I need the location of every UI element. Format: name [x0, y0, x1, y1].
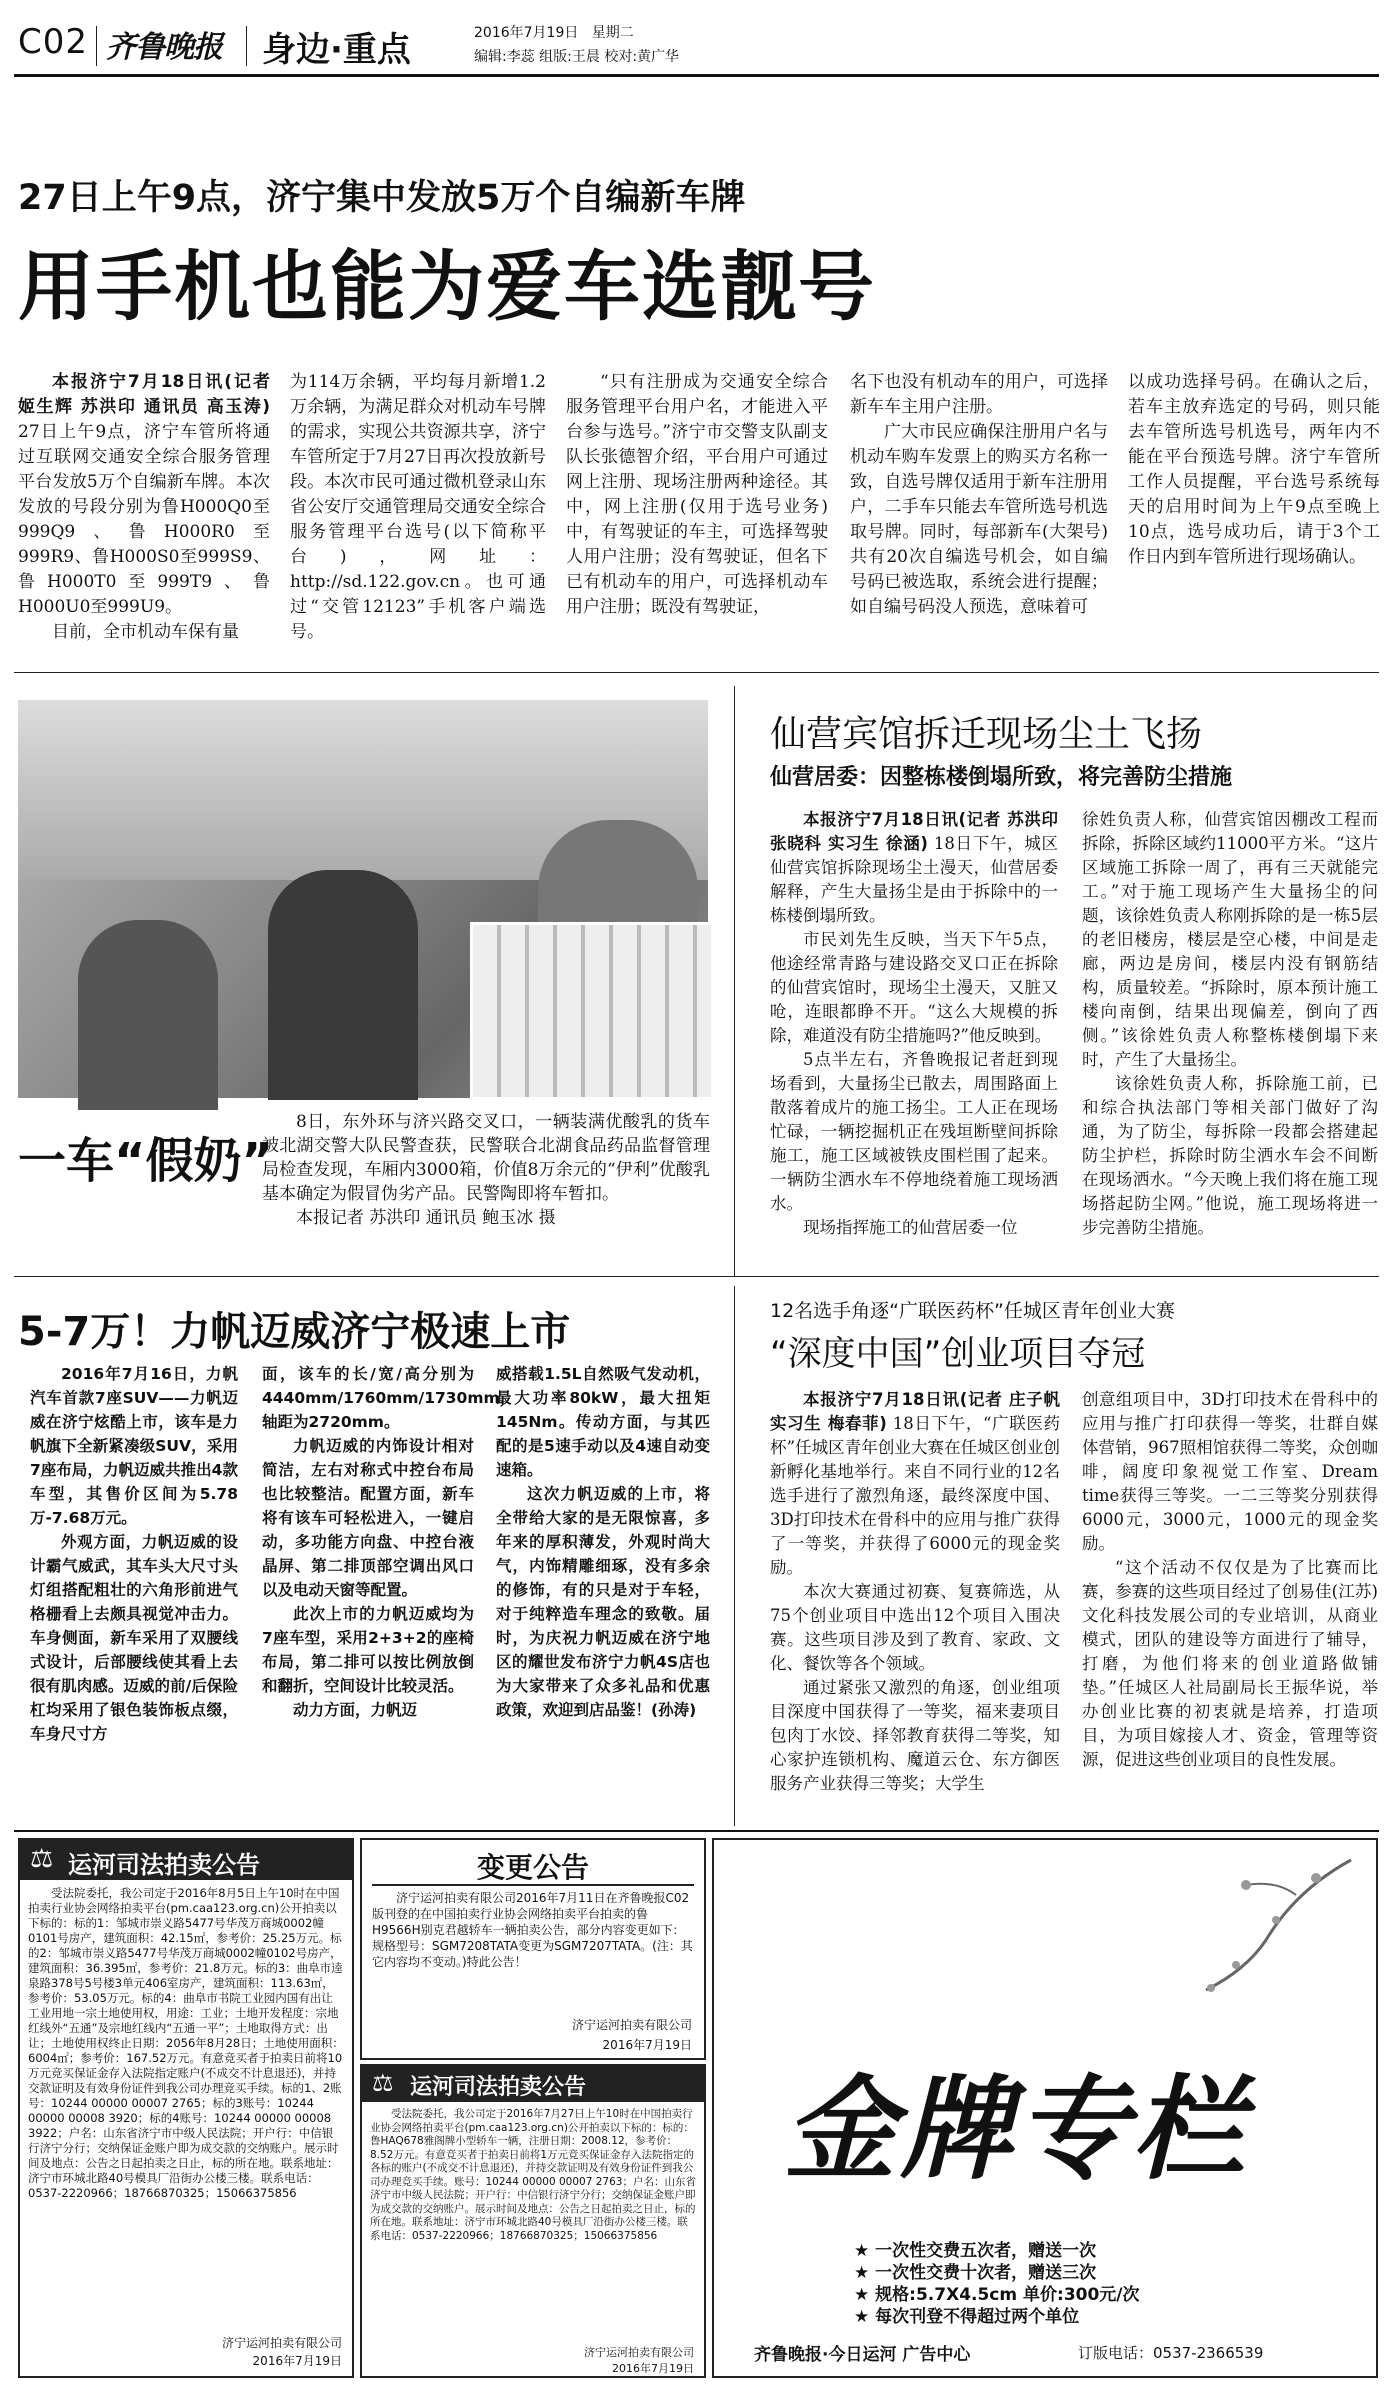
lead-column-2 — [290, 370, 546, 642]
ad-rule-text: 一次性交费十次者，赠送三次 — [875, 2263, 1097, 2283]
issue-date — [474, 22, 634, 42]
ad-rule-text: 规格:5.7X4.5cm 单价:300元/次 — [875, 2285, 1140, 2305]
ad-rule-text: 每次刊登不得超过两个单位 — [875, 2307, 1080, 2327]
lead-text-1b: 目前，全市机动车保有量 — [52, 622, 239, 642]
hotel-headline: 仙营宾馆拆迁现场尘土飞扬 — [770, 714, 1203, 755]
contest-kicker: 12名选手角逐“广联医药杯”任城区青年创业大赛 — [770, 1300, 1175, 1322]
contest-column-1 — [770, 1388, 1060, 1828]
change-body: 济宁运河拍卖有限公司2016年7月11日在齐鲁晚报C02版刊登的在中国拍卖行业协会网络拍卖平台拍卖的鲁H9566H别克君越轿车一辆拍卖公告，部分内容变更如下：规格型号：SGM7208TATA变更为SGM7207TATA。(注：其它内容均不变动。)特此公告！ — [372, 1891, 693, 1969]
auction-notice-1 — [18, 1838, 354, 2378]
car-column-2 — [262, 1362, 516, 1817]
weekday-text: 星期二 — [591, 25, 634, 41]
lead-column-5 — [1128, 370, 1380, 625]
ad-rules — [854, 2240, 1140, 2328]
hotel-subhead: 仙营居委：因整栋楼倒塌所致，将完善防尘措施 — [770, 765, 1233, 790]
hotel-text-2b: 该徐姓负责人称，拆除施工前，已和综合执法部门等相关部门做好了沟通，为了防尘，每拆除一段都会搭建起防尘护栏，拆除时防尘洒水车会不间断在现场洒水。“今天晚上我们将在施工现场搭起防尘网。”他说，施工现场将进一步完善防尘措施。 — [1082, 1074, 1378, 1237]
contest-headline: “深度中国”创业项目夺冠 — [770, 1334, 1146, 1374]
car-text-2: 面，该车的长/宽/高分别为4440mm/1760mm/1730mm，轴距为2720mm。 — [262, 1365, 516, 1431]
car-text-1: 2016年7月16日，力帆汽车首款7座SUV——力帆迈威在济宁炫酷上市，该车是力帆旗下全新紧凑级SUV，采用7座布局，力帆迈威共推出4款车型，其售价区间为5.78万-7.68万元。 — [30, 1365, 238, 1527]
milk-headline: 一车“假奶” — [18, 1133, 274, 1189]
lead-column-4 — [850, 370, 1108, 625]
contest-byline: 本报济宁7月18日讯(记者 庄子帆 实习生 梅春菲) — [770, 1390, 1060, 1433]
car-text-2d: 动力方面，力帆迈 — [293, 1701, 418, 1719]
notice-title-bar — [20, 1840, 352, 1880]
contest-text-2b: “这个活动不仅仅是为了比赛而比赛，参赛的这些项目经过了创易佳(江苏)文化科技发展公司的专业培训，从商业模式，团队的建设等方面进行了辅导，打磨，为他们将来的创业道路做铺垫。”任城区人社局副局长王振华说，举办创业比赛的初衷就是培养，打造项目，为项目嫁接人才、资金，管理等资源，促进这些创业项目的良性发展。 — [1082, 1558, 1378, 1769]
lead-byline: 本报济宁7月18日讯(记者 姬生辉 苏洪印 通讯员 高玉涛) — [18, 372, 270, 417]
contest-column-2 — [1082, 1388, 1378, 1828]
lead-kicker: 27日上午9点，济宁集中发放5万个自编新车牌 — [18, 178, 746, 218]
notice-signer: 济宁运河拍卖有限公司 — [584, 2346, 694, 2359]
notice-signer: 济宁运河拍卖有限公司 — [221, 2336, 342, 2350]
lead-column-1 — [18, 370, 270, 642]
notice-title: 运河司法拍卖公告 — [410, 2075, 587, 2100]
notice-date: 2016年7月19日 — [252, 2354, 342, 2368]
editors-line: 编辑:李蕊 组版:王晨 校对:黄广华 — [474, 49, 680, 65]
car-text-3b: 这次力帆迈威的上市，将全带给大家的是无限惊喜，多年来的厚积薄发，外观时尚大气，内饰精雕细琢，没有多余的修饰，有的只是对于车轻，对于纯粹造车理念的致敬。届时，为庆祝力帆迈威在济宁地区的耀世发布济宁力帆4S店也为大家带来了众多礼品和优惠政策，欢迎到店品鉴！(孙涛) — [496, 1485, 710, 1719]
hotel-column-2 — [1082, 808, 1378, 1276]
masthead-rule — [14, 74, 1379, 77]
hotel-text-1d: 现场指挥施工的仙营居委一位 — [803, 1218, 1018, 1237]
ads-rule — [14, 1830, 1379, 1832]
notice-date: 2016年7月19日 — [612, 2362, 694, 2375]
contest-text-2a: 创意组项目中，3D打印技术在骨科中的应用与推广打印获得一等奖，壮群自媒体营销，967照相馆获得二等奖，众创咖啡，阔度印象视觉工作室、Dream time获得三等奖。一二三等奖分别获得6000元，3000元，1000元的现金奖励。 — [1082, 1390, 1378, 1553]
ad-brand-title: 金牌专栏 — [784, 2064, 1248, 2195]
car-headline: 5-7万！力帆迈威济宁极速上市 — [18, 1309, 571, 1355]
car-column-3 — [496, 1362, 710, 1817]
ad-rule-item: ★ 一次性交费十次者，赠送三次 — [854, 2263, 1097, 2283]
hotel-byline: 本报济宁7月18日讯(记者 苏洪印 张晓科 实习生 徐涵) — [770, 810, 1058, 853]
car-text-1b: 外观方面，力帆迈威的设计霸气威武，其车头大尺寸头灯组搭配粗壮的六角形前进气格栅看上去颇具视觉冲击力。车身侧面，新车采用了双腰线式设计，后部腰线使其看上去很有肌肉感。迈威的前/后保险杠均采用了银色装饰板点缀，车身尺寸方 — [30, 1533, 238, 1743]
auction-notice-2 — [360, 2064, 706, 2378]
lead-text-3: “只有注册成为交通安全综合服务管理平台用户名，才能进入平台参与选号。”济宁市交警支队副支队长张德智介绍，平台用户可通过网上注册、现场注册两种途径。其中，网上注册(仅用于选号业务)中，有驾驶证的车主，可选择驾驶人用户注册；没有驾驶证，但名下已有机动车的用户，可选择机动车用户注册；既没有驾驶证， — [566, 372, 828, 617]
hotel-text-1b: 市民刘先生反映，当天下午5点，他途经常青路与建设路交叉口正在拆除的仙营宾馆时，现场尘土漫天，又脏又呛，连眼都睁不开。“这么大规模的拆除，难道没有防尘措施吗?”他反映到。 — [770, 930, 1058, 1045]
car-column-1 — [30, 1362, 238, 1817]
car-text-2b: 力帆迈威的内饰设计相对简洁，左右对称式中控台布局也比较整洁。配置方面，新车将有该车可轻松进入，一键启动，多功能方向盘、中控台液晶屏、第二排顶部空调出风口以及电动天窗等配置。 — [262, 1437, 474, 1599]
notice-title-bar — [362, 2066, 704, 2102]
ad-rule-item: ★ 每次刊登不得超过两个单位 — [854, 2307, 1080, 2327]
hotel-text-2a: 徐姓负责人称，仙营宾馆因棚改工程而拆除，拆除区域约11000平方米。“这片区域施工拆除一周了，再有三天就能完工。”对于施工现场产生大量扬尘的问题，该徐姓负责人称刚拆除的是一栋5层的老旧楼房，楼层是空心楼，中间是走廊，两边是房间，楼层内没有钢筋结构，质量较差。“拆除时，原本预计施工楼向南倒，结果出现偏差，倒向了西侧。”该徐姓负责人称整栋楼倒塌下来时，产生了大量扬尘。 — [1082, 810, 1378, 1069]
lead-text-4b: 广大市民应确保注册用户名与机动车购车发票上的购买方名称一致，自选号牌仅适用于新车注册用户，二手车只能去车管所选号机选取号牌。同时，每部新车(大架号)共有20次自编选号机会，如自编号码已被选取，系统会进行提醒；如自编号码没人预选，意味着可 — [850, 422, 1108, 617]
change-notice — [360, 1838, 706, 2060]
divider — [14, 672, 1379, 673]
contest-text-1a: 18日下午，“广联医药杯”任城区青年创业大赛在任城区创业创新孵化基地举行。来自不同行业的12名选手进行了激烈角逐，最终深度中国、3D打印技术在骨科中的应用与推广获得了一等奖，并获得了6000元的现金奖励。 — [770, 1414, 1060, 1577]
car-text-2c: 此次上市的力帆迈威均为7座车型，采用2+3+2的座椅布局，第二排可以按比例放倒和翻折，空间设计比较灵活。 — [262, 1605, 474, 1695]
gavel-icon: ⚖ — [30, 1844, 54, 1874]
notice-body: 受法院委托，我公司定于2016年7月27日上午10时在中国拍卖行业协会网络拍卖平台(pm.caa123.org.cn)公开拍卖以下标的：标的：鲁HAQ678雅阁牌小型轿车一辆，注册日期：2008.12，参考价：8.52万元。有意竞买者于拍卖日前将1万元竞买保证金存入法院指定的各标的账户(不成交不计息退还)，并持交款证明及有效身份证件到我公司办理竞买手续。账号：10244 00000 00007 2763；户名：山东省济宁市中级人民法院；开户行：中信银行济宁分行；交纳保证金账户即为成交款的交纳账户。展示时间及地点：公告之日起拍卖之日止，标的所在地。联系地址：济宁市环城北路40号模具厂沿街办公楼三楼。联系电话：0537-2220966；18766870325；15066375856 — [370, 2108, 696, 2242]
milk-photo-credit: 本报记者 苏洪印 通讯员 鲍玉冰 摄 — [296, 1208, 556, 1228]
ad-rule-item: ★ 规格:5.7X4.5cm 单价:300元/次 — [854, 2285, 1140, 2305]
page-number: C02 — [18, 22, 89, 62]
change-date: 2016年7月19日 — [602, 2038, 692, 2052]
lead-headline: 用手机也能为爱车选靓号 — [18, 242, 876, 331]
ad-footer: 齐鲁晚报·今日运河 广告中心 — [754, 2345, 971, 2365]
milk-caption-text: 8日，东外环与济兴路交叉口，一辆装满优酸乳的货车被北湖交警大队民警查获，民警联合北湖食品药品监督管理局检查发现，车厢内3000箱，价值8万余元的“伊利”优酸乳基本确定为假冒伪劣产品。民警陶即将车暂扣。 — [262, 1112, 710, 1204]
plum-blossom-branch — [1176, 1850, 1356, 2000]
hotel-column-1 — [770, 808, 1058, 1276]
notice-body: 受法院委托，我公司定于2016年8月5日上午10时在中国拍卖行业协会网络拍卖平台(pm.caa123.org.cn)公开拍卖以下标的：标的1：邹城市崇义路5477号华茂万商城0002幢0101号房产，建筑面积：42.15㎡，参考价：25.25万元。标的2：邹城市崇义路5477号华茂万商城0002幢0102号房产，建筑面积：36.395㎡，参考价：21.8万元。标的3：曲阜市逵泉路378号5号楼3单元406室房产，建筑面积：113.63㎡，参考价：53.05万元。标的4：曲阜市书院工业园内国有出让工业用地一宗土地使用权，用途：工业；土地开发程度：宗地红线外“五通”及宗地红线内“五通一平”；土地取得方式：出让；土地使用权终止日期：2056年8月28日；土地使用面积：6004㎡；参考价：167.52万元。有意竞买者于拍卖日前将10万元竞买保证金存入法院指定账户(不成交不计息退还)，并持交款证明及有效身份证件到我公司办理竞买手续。标的1、2账号：10244 00000 00007 2765；标的3账号：10244 00000 00008 3920；标的4账号：10244 00000 00008 3922；户名：山东省济宁市中级人民法院；开户行：中信银行济宁分行；交纳保证金账户即为成交款的交纳账户。展示时间及地点：公告之日起拍卖之日止，标的所在地。联系地址：济宁市环城北路40号模具厂沿街办公楼三楼。联系电话：0537-2220966；18766870325；15066375856 — [28, 1886, 344, 2200]
ad-rule-item: ★ 一次性交费五次者，赠送一次 — [854, 2241, 1097, 2261]
hotel-text-1a: 18日下午，城区仙营宾馆拆除现场尘土漫天，仙营居委解释，产生大量扬尘是由于拆除中的一栋楼倒塌所致。 — [770, 834, 1059, 925]
ad-rule-text: 一次性交费五次者，赠送一次 — [875, 2241, 1097, 2261]
section-title: 身边·重点 — [262, 30, 411, 70]
lead-text-1: 27日上午9点，济宁车管所将通过互联网交通安全综合服务管理平台发放5万个自编新车牌。本次发放的号段分别为鲁H000Q0至999Q9、鲁H000R0至999R9、鲁H000S0至999S9、鲁H000T0至999T9、鲁H000U0至999U9。 — [18, 422, 270, 617]
change-title: 变更公告 — [476, 1851, 589, 1884]
contest-text-1b: 本次大赛通过初赛、复赛筛选，从75个创业项目中选出12个项目入围决赛。这些项目涉及到了教育、家政、文化、餐饮等各个领域。 — [770, 1582, 1060, 1673]
gold-column-ad — [712, 1838, 1378, 2378]
lead-text-5: 以成功选择号码。在确认之后，若车主放弃选定的号码，则只能去车管所选号机选号，两年内不能在平台预选号牌。济宁车管所工作人员提醒，平台选号系统每天的启用时间为上午9点至晚上10点，选号成功后，请于3个工作日内到车管所进行现场确认。 — [1128, 372, 1380, 567]
gavel-icon: ⚖ — [372, 2069, 394, 2097]
lead-column-3 — [566, 370, 828, 625]
notice-title: 运河司法拍卖公告 — [68, 1851, 260, 1879]
date-text: 2016年7月19日 — [474, 25, 579, 41]
lead-text-4: 名下也没有机动车的用户，可选择新车车主用户注册。 — [850, 372, 1108, 417]
milk-boxes-inset-photo — [470, 922, 714, 1100]
lead-text-2: 为114万余辆，平均每月新增1.2万余辆，为满足群众对机动车号牌的需求，实现公共资源共享，济宁车管所定于7月27日再次投放新号段。本次市民可通过微机登录山东省公安厅交通管理局交通安全综合服务管理平台选号(以下简称平台)，网址：http://sd.122.gov.cn。也可通过“交管12123”手机客户端选号。 — [290, 372, 546, 642]
hotel-text-1c: 5点半左右，齐鲁晚报记者赶到现场看到，大量扬尘已散去，周围路面上散落着成片的施工扬尘。工人正在现场忙碌，一辆挖掘机正在残垣断壁间拆除施工，施工区域被铁皮围栏围了起来。一辆防尘洒水车不停地绕着施工现场洒水。 — [770, 1050, 1058, 1213]
milk-caption — [262, 1110, 710, 1230]
change-signer: 济宁运河拍卖有限公司 — [571, 2018, 692, 2032]
contest-text-1c: 通过紧张又激烈的角逐，创业组项目深度中国获得了一等奖，福来妻项目包肉丁水饺、择邻教育获得二等奖，知心家护连锁机构、魔道云仓、东方御医服务产业获得三等奖；大学生 — [770, 1678, 1060, 1793]
newspaper-logo: 齐鲁晚报 — [106, 30, 222, 65]
car-text-3: 威搭载1.5L自然吸气发动机，最大功率80kW，最大扭矩145Nm。传动方面，与其匹配的是5速手动以及4速自动变速箱。 — [496, 1365, 710, 1479]
ad-phone: 订版电话：0537-2366539 — [1078, 2344, 1264, 2362]
